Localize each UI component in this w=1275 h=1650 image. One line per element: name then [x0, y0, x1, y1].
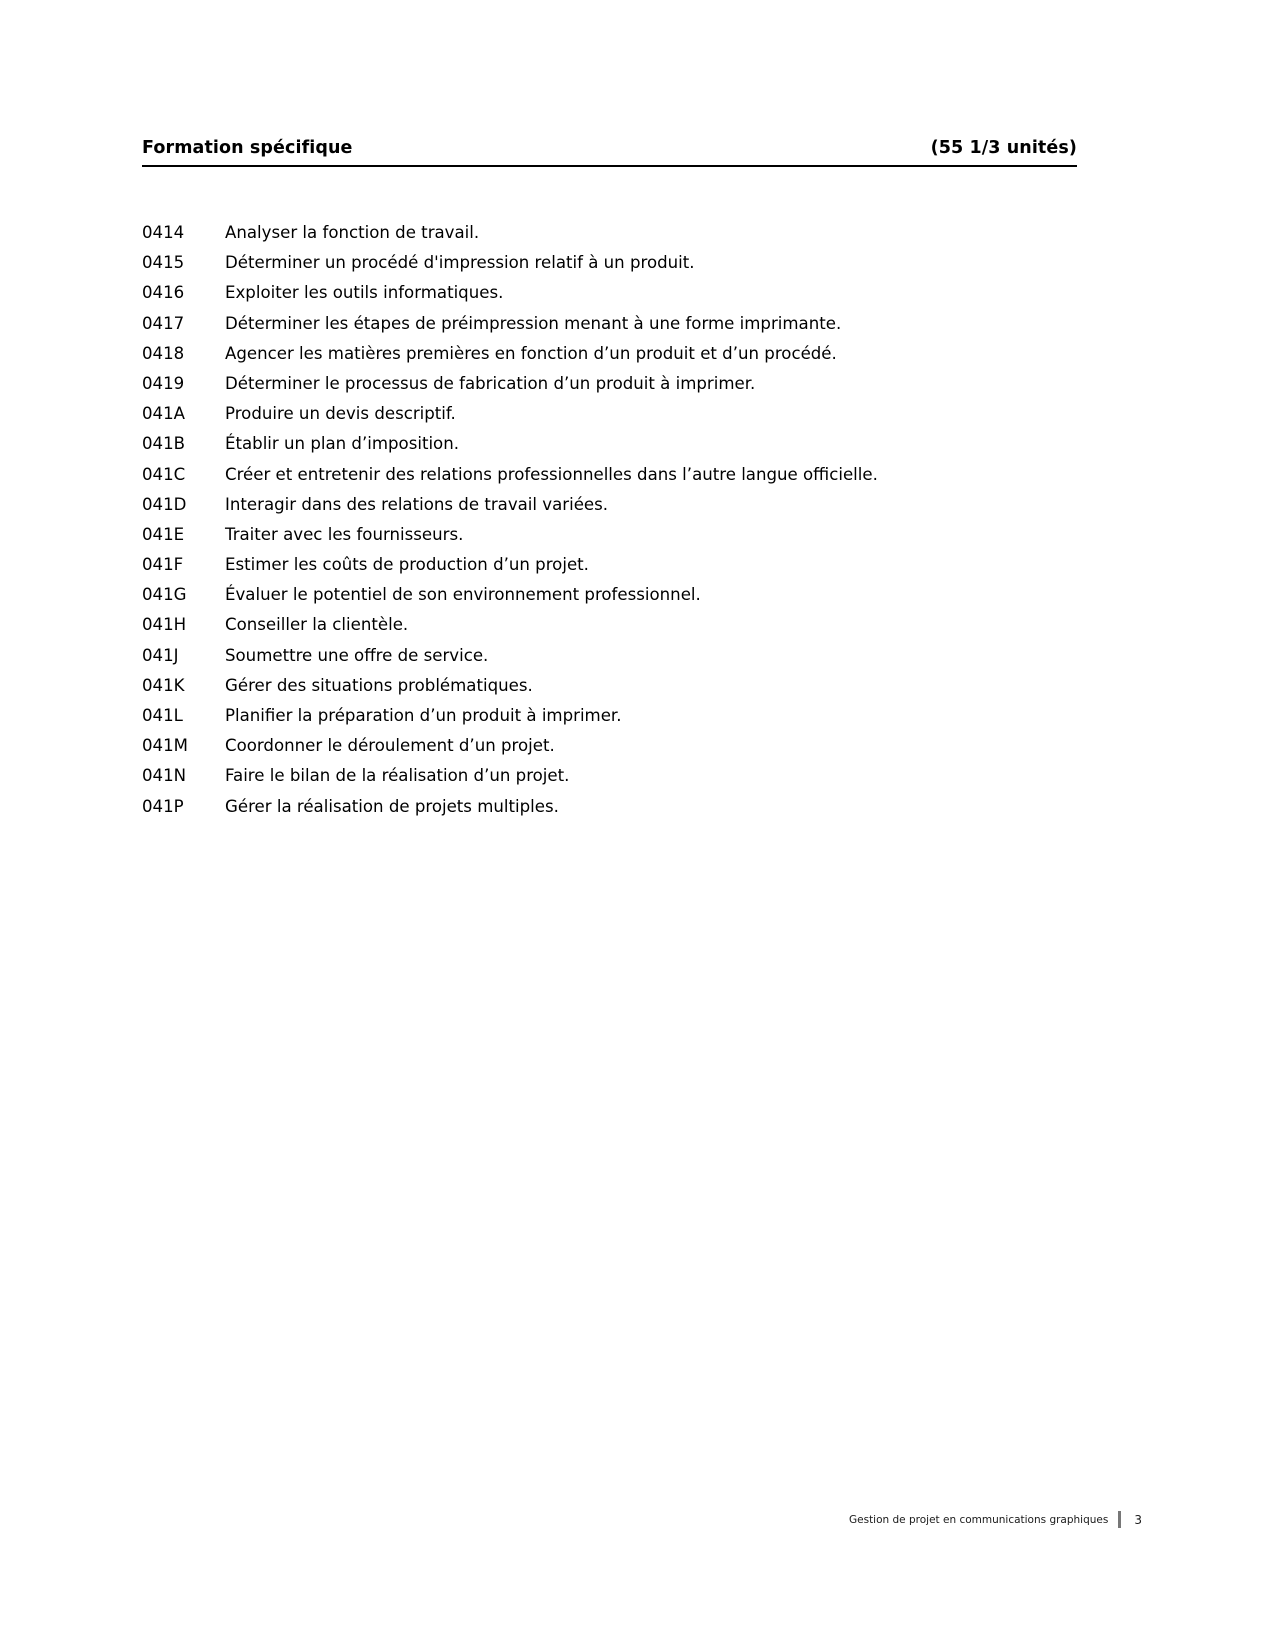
- competency-code: 041N: [142, 766, 187, 786]
- competency-list: [142, 222, 1082, 826]
- competency-code: 041C: [142, 464, 186, 484]
- competency-code: 0414: [142, 223, 185, 242]
- competency-description: Exploiter les outils informatiques.: [225, 283, 504, 303]
- competency-code: 041J: [142, 645, 179, 665]
- competency-row: [142, 614, 1082, 636]
- page-footer: [849, 1511, 1142, 1528]
- competency-description: Estimer les coûts de production d’un projet.: [225, 555, 589, 575]
- competency-row: [142, 765, 1082, 787]
- competency-row: [142, 343, 1082, 365]
- competency-code: 041D: [142, 494, 187, 514]
- competency-row: [142, 433, 1082, 455]
- competency-description: Interagir dans des relations de travail variées.: [225, 494, 609, 514]
- competency-code: 0415: [142, 253, 185, 273]
- competency-row: [142, 282, 1082, 304]
- competency-code: 041H: [142, 615, 187, 635]
- competency-code: 041A: [142, 404, 186, 424]
- competency-row: [142, 584, 1082, 606]
- competency-row: [142, 373, 1082, 395]
- competency-code: 0419: [142, 373, 185, 393]
- competency-description: Déterminer les étapes de préimpression menant à une forme imprimante.: [225, 313, 842, 333]
- competency-description: Gérer la réalisation de projets multiples.: [225, 796, 559, 816]
- competency-description: Faire le bilan de la réalisation d’un projet.: [225, 766, 570, 786]
- footer-separator-bar: [1118, 1511, 1121, 1528]
- competency-code: 041E: [142, 524, 185, 544]
- competency-row: [142, 675, 1082, 697]
- competency-description: Déterminer un procédé d'impression relatif à un produit.: [225, 253, 695, 273]
- competency-description: Établir un plan d’imposition.: [225, 434, 460, 454]
- header-divider: [142, 165, 1077, 167]
- competency-code: 0418: [142, 343, 185, 363]
- competency-code: 0417: [142, 313, 185, 333]
- footer-page-number: 3: [1134, 1512, 1142, 1527]
- competency-row: [142, 464, 1082, 486]
- competency-code: 041M: [142, 736, 188, 756]
- header-left-title: Formation spécifique: [142, 138, 353, 158]
- competency-row: [142, 403, 1082, 425]
- competency-code: 041G: [142, 585, 187, 605]
- competency-row: [142, 705, 1082, 727]
- competency-code: 041K: [142, 675, 185, 695]
- competency-row: [142, 645, 1082, 667]
- competency-code: 041B: [142, 434, 186, 454]
- competency-description: Analyser la fonction de travail.: [225, 223, 480, 242]
- competency-code: 041P: [142, 796, 184, 816]
- competency-description: Déterminer le processus de fabrication d’un produit à imprimer.: [225, 373, 756, 393]
- competency-description: Agencer les matières premières en fonction d’un produit et d’un procédé.: [225, 343, 837, 363]
- competency-row: [142, 554, 1082, 576]
- competency-description: Coordonner le déroulement d’un projet.: [225, 736, 555, 756]
- competency-description: Soumettre une offre de service.: [225, 645, 489, 665]
- competency-description: Planifier la préparation d’un produit à imprimer.: [225, 706, 622, 725]
- competency-row: [142, 524, 1082, 546]
- competency-row: [142, 252, 1082, 274]
- competency-description: Traiter avec les fournisseurs.: [225, 524, 464, 544]
- competency-row: [142, 313, 1082, 335]
- page-header: [142, 138, 1077, 158]
- competency-row: [142, 796, 1082, 818]
- competency-description: Évaluer le potentiel de son environnement professionnel.: [225, 585, 701, 605]
- competency-description: Conseiller la clientèle.: [225, 615, 409, 635]
- competency-code: 0416: [142, 283, 185, 303]
- competency-description: Produire un devis descriptif.: [225, 404, 456, 424]
- competency-description: Gérer des situations problématiques.: [225, 675, 533, 695]
- header-right-title: (55 1/3 unités): [930, 138, 1077, 158]
- competency-row: [142, 494, 1082, 516]
- competency-description: Créer et entretenir des relations professionnelles dans l’autre langue officielle.: [225, 464, 878, 484]
- competency-code: 041L: [142, 706, 183, 725]
- competency-row: [142, 222, 1082, 244]
- competency-code: 041F: [142, 555, 184, 575]
- competency-row: [142, 735, 1082, 757]
- footer-document-title: Gestion de projet en communications graphiques: [849, 1513, 1109, 1526]
